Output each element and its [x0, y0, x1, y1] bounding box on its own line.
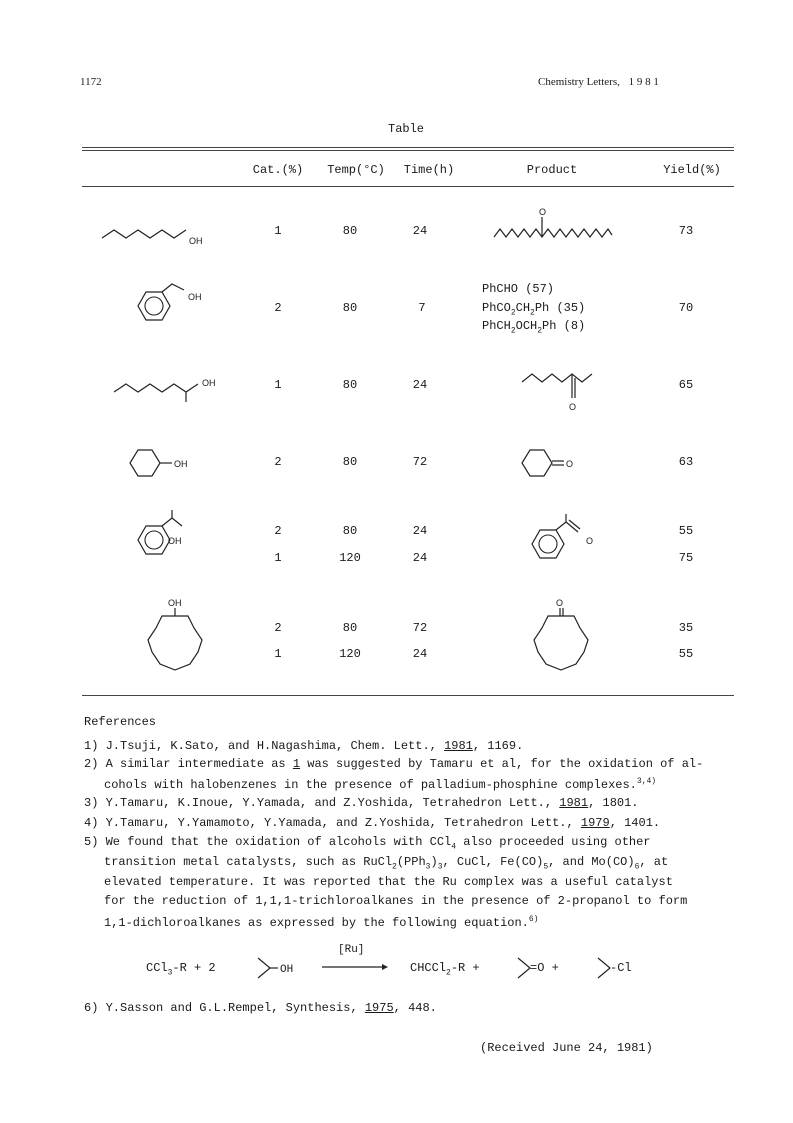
row6a-yield: 35 [678, 621, 694, 635]
col-temp: Temp(°C) [327, 163, 385, 177]
row5b-temp: 120 [339, 551, 361, 565]
row6a-time: 72 [412, 621, 428, 635]
journal-name [538, 76, 659, 88]
reference-5-line-3: elevated temperature. It was reported that the Ru complex was a useful catalyst [104, 875, 673, 889]
references-heading: References [84, 715, 157, 729]
col-cat: Cat.(%) [252, 163, 304, 177]
row4-temp: 80 [342, 455, 358, 469]
reference-5-line-5: 1,1-dichloroalkanes as expressed by the following equation.$^{6)}$ [104, 915, 539, 930]
equation-isopropanol [256, 956, 316, 980]
row1-time: 24 [412, 224, 428, 238]
row3-cat: 1 [274, 378, 282, 392]
product-4-cyclohexanone [520, 448, 600, 480]
row2-yield: 70 [678, 301, 694, 315]
table-header-rule [82, 186, 734, 187]
equation-reactant-ccl3r: CCl$_3$-R + 2 [146, 961, 216, 978]
row4-cat: 2 [274, 455, 282, 469]
oh-label: OH [189, 236, 203, 246]
oh-label: OH [168, 536, 182, 546]
o-label: O [566, 459, 574, 469]
row2-temp: 80 [342, 301, 358, 315]
equation-acetone-label: =O + [530, 961, 559, 975]
o-label: O [569, 402, 577, 412]
table-title: Table [388, 122, 425, 136]
product-6-cyclododecanone [516, 594, 606, 676]
table-top-rule-2 [82, 150, 734, 151]
structure-4-cyclohexanol [128, 448, 208, 480]
row2-cat: 2 [274, 301, 282, 315]
equation-catalyst: [Ru] [338, 944, 365, 956]
structure-2-benzyl-alcohol [128, 280, 218, 330]
reference-1: 1) J.Tsuji, K.Sato, and H.Nagashima, Chem. Lett., 1981, 1169. [84, 739, 524, 753]
product-3-2-octanone [520, 368, 610, 418]
row5a-temp: 80 [342, 524, 358, 538]
product-1-octyl-octanoate [490, 203, 620, 243]
page-number: 1172 [80, 76, 102, 88]
equation-oh-label: OH [280, 964, 294, 976]
row6b-cat: 1 [274, 647, 282, 661]
row3-time: 24 [412, 378, 428, 392]
reference-3: 3) Y.Tamaru, K.Inoue, Y.Yamada, and Z.Yoshida, Tetrahedron Lett., 1981, 1801. [84, 796, 639, 810]
row2-time: 7 [418, 301, 426, 315]
product-2-line-2: $PhCO_2CH_2Ph$ (35) [482, 301, 586, 318]
oh-label: OH [168, 598, 182, 608]
reference-5-line-1: 5) We found that the oxidation of alcohols with CCl$_4$ also proceeded using other [84, 835, 651, 852]
col-time: Time(h) [403, 163, 455, 177]
equation-chloride-label: -Cl [610, 961, 632, 975]
table-top-rule [82, 147, 734, 148]
reference-6: 6) Y.Sasson and G.L.Rempel, Synthesis, 1975, 448. [84, 1001, 437, 1015]
received-date: (Received June 24, 1981) [480, 1041, 653, 1055]
row3-yield: 65 [678, 378, 694, 392]
journal-year: 1 9 8 1 [628, 76, 659, 88]
row6a-temp: 80 [342, 621, 358, 635]
row3-temp: 80 [342, 378, 358, 392]
structure-5-1-phenylethanol [128, 510, 218, 560]
o-label: O [586, 536, 594, 546]
reference-4: 4) Y.Tamaru, Y.Yamamoto, Y.Yamada, and Z.Yoshida, Tetrahedron Lett., 1979, 1401. [84, 816, 661, 830]
o-label: O [556, 598, 564, 608]
reference-5-line-4: for the reduction of 1,1,1-trichloroalkanes in the presence of 2-propanol to form [104, 894, 688, 908]
product-2-line-3: $PhCH_2OCH_2Ph$ (8) [482, 319, 586, 336]
equation-product-chccl2r: CHCCl$_2$-R + [410, 961, 480, 978]
reference-2: 2) A similar intermediate as 1 was suggested by Tamaru et al, for the oxidation of al- [84, 757, 704, 771]
oh-label: OH [188, 292, 202, 302]
row5b-cat: 1 [274, 551, 282, 565]
structure-3-2-octanol [112, 372, 222, 404]
reference-5-line-2: transition metal catalysts, such as $RuCl_2(PPh_3)_3$, CuCl, $Fe(CO)_5$, and $Mo(CO)_6$, at [104, 855, 669, 872]
row1-cat: 1 [274, 224, 282, 238]
row5a-time: 24 [412, 524, 428, 538]
structure-6-cyclododecanol [130, 594, 220, 676]
product-5-acetophenone [522, 514, 612, 564]
row1-temp: 80 [342, 224, 358, 238]
row6b-yield: 55 [678, 647, 694, 661]
oh-label: OH [202, 378, 216, 388]
oh-label: OH [174, 459, 188, 469]
row5a-yield: 55 [678, 524, 694, 538]
row6b-time: 24 [412, 647, 428, 661]
row5b-time: 24 [412, 551, 428, 565]
reference-2-cont: cohols with halobenzenes in the presence of palladium-phosphine complexes.$^{3,4)}$ [104, 777, 657, 792]
product-2-line-1: PhCHO (57) [482, 282, 555, 296]
journal-title: Chemistry Letters, [538, 76, 620, 88]
o-label: O [539, 207, 547, 217]
row5a-cat: 2 [274, 524, 282, 538]
row5b-yield: 75 [678, 551, 694, 565]
row6a-cat: 2 [274, 621, 282, 635]
col-yield: Yield(%) [663, 163, 721, 177]
row6b-temp: 120 [339, 647, 361, 661]
row1-yield: 73 [678, 224, 694, 238]
row4-time: 72 [412, 455, 428, 469]
col-product: Product [526, 163, 578, 177]
structure-1-octanol [100, 222, 210, 250]
row4-yield: 63 [678, 455, 694, 469]
table-bottom-rule [82, 695, 734, 696]
equation-arrow [320, 962, 390, 972]
